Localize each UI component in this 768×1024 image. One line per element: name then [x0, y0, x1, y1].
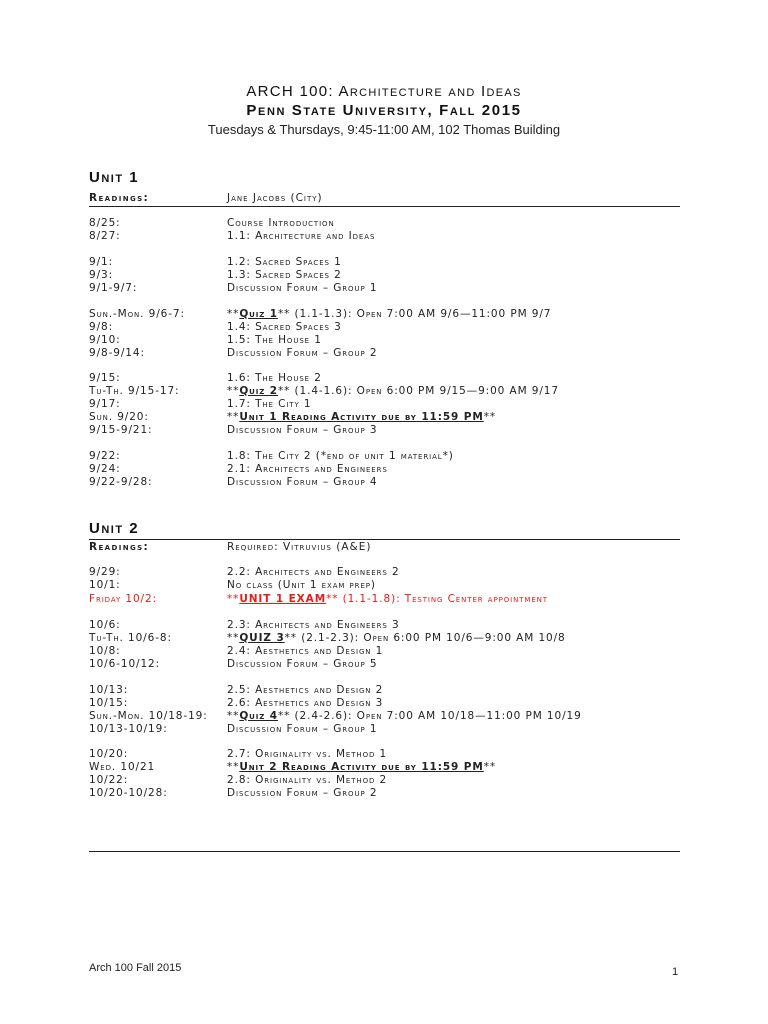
schedule-row — [89, 424, 689, 437]
emphasis-text: UNIT 1 EXAM — [239, 593, 327, 605]
schedule-date: 8/25: — [89, 217, 121, 229]
schedule-row — [89, 761, 689, 774]
schedule-row — [89, 658, 689, 671]
schedule-date: Friday 10/2: — [89, 593, 158, 605]
schedule-description — [227, 579, 376, 592]
schedule-description — [227, 217, 335, 230]
schedule-date: 9/15-9/21: — [89, 424, 153, 436]
schedule-row — [89, 398, 689, 411]
schedule-row — [89, 321, 689, 334]
institution-term: Penn State University, Fall 2015 — [246, 102, 522, 119]
description-text: ** — [227, 710, 240, 722]
schedule-description — [227, 372, 322, 385]
schedule-description — [227, 424, 377, 437]
schedule-row — [89, 579, 689, 592]
schedule-date: 10/1: — [89, 579, 121, 591]
page-number: 1 — [672, 966, 679, 978]
schedule-description — [227, 658, 377, 671]
description-text: 1.2: Sacred Spaces 1 — [227, 256, 342, 268]
description-text: ** (2.4-2.6): Open 7:00 AM 10/18—11:00 PM 10/19 — [277, 710, 582, 722]
description-text: Course Introduction — [227, 217, 335, 229]
schedule-row — [89, 632, 689, 645]
schedule-row — [89, 256, 689, 269]
description-text: ** (1.4-1.6): Open 6:00 PM 9/15—9:00 AM 9/17 — [277, 385, 559, 397]
schedule-description — [227, 230, 375, 243]
schedule-description — [227, 645, 383, 658]
schedule-description — [227, 321, 342, 334]
schedule-description — [227, 411, 496, 424]
description-text: Discussion Forum – Group 2 — [227, 787, 378, 799]
schedule-date: Tu-Th. 9/15-17: — [89, 385, 180, 397]
schedule-date: 10/8: — [89, 645, 121, 657]
description-text: Discussion Forum – Group 2 — [227, 347, 378, 359]
schedule-date: Tu-Th. 10/6-8: — [89, 632, 172, 644]
readings-label: Readings: — [89, 192, 150, 204]
schedule-description — [227, 256, 342, 269]
description-text: 1.5: The House 1 — [227, 334, 322, 346]
unit-1-readings — [89, 192, 689, 205]
schedule-row — [89, 450, 689, 463]
schedule-date: 9/10: — [89, 334, 121, 346]
unit-2-heading: Unit 2 — [89, 520, 140, 537]
description-text: ** — [483, 761, 497, 773]
unit-2-readings — [89, 541, 689, 554]
schedule-row — [89, 385, 689, 398]
schedule-description — [227, 787, 377, 800]
schedule-date: 9/8: — [89, 321, 114, 333]
description-text: Discussion Forum – Group 1 — [227, 282, 378, 294]
readings-value: Required: Vitruvius (A&E) — [227, 541, 372, 553]
emphasis-text: Unit 2 Reading Activity due by 11:59 PM — [239, 761, 484, 773]
schedule-row — [89, 697, 689, 710]
description-text: 2.3: Architects and Engineers 3 — [227, 619, 400, 631]
emphasis-text: QUIZ 3 — [239, 632, 285, 644]
schedule-row — [89, 463, 689, 476]
description-text: 2.2: Architects and Engineers 2 — [227, 566, 400, 578]
schedule-date: 9/22: — [89, 450, 121, 462]
description-text: No class (Unit 1 exam prep) — [227, 579, 376, 591]
schedule-date: Sun.-Mon. 10/18-19: — [89, 710, 208, 722]
schedule-description — [227, 632, 566, 645]
schedule-date: Sun. 9/20: — [89, 411, 149, 423]
description-text: Discussion Forum – Group 5 — [227, 658, 378, 670]
schedule-description — [227, 774, 387, 787]
schedule-row — [89, 593, 689, 606]
schedule-date: 9/15: — [89, 372, 121, 384]
schedule-row — [89, 619, 689, 632]
schedule-date: 9/24: — [89, 463, 121, 475]
description-text: ** — [227, 308, 240, 320]
schedule-date: 10/6-10/12: — [89, 658, 161, 670]
emphasis-text: Quiz 2 — [239, 385, 278, 397]
description-text: ** — [227, 593, 240, 605]
schedule-date: 10/20-10/28: — [89, 787, 168, 799]
schedule-description — [227, 761, 496, 774]
description-text: ** (2.1-2.3): Open 6:00 PM 10/6—9:00 AM 10/8 — [284, 632, 566, 644]
schedule-date: 9/3: — [89, 269, 114, 281]
description-text: 2.4: Aesthetics and Design 1 — [227, 645, 384, 657]
description-text: 2.8: Originality vs. Method 2 — [227, 774, 388, 786]
description-text: ** — [227, 385, 240, 397]
schedule-description — [227, 697, 383, 710]
schedule-row — [89, 787, 689, 800]
schedule-description — [227, 385, 559, 398]
emphasis-text: Quiz 1 — [239, 308, 278, 320]
schedule-row — [89, 282, 689, 295]
description-text: ** — [227, 761, 240, 773]
description-text: 1.3: Sacred Spaces 2 — [227, 269, 342, 281]
schedule-description — [227, 748, 387, 761]
course-title: ARCH 100: Architecture and Ideas — [246, 83, 522, 100]
schedule-row — [89, 308, 689, 321]
schedule-description — [227, 347, 377, 360]
schedule-date: 9/1-9/7: — [89, 282, 138, 294]
schedule-date: 9/29: — [89, 566, 121, 578]
schedule-description — [227, 334, 322, 347]
schedule-description — [227, 723, 377, 736]
schedule-row — [89, 217, 689, 230]
schedule-row — [89, 411, 689, 424]
schedule-description — [227, 308, 551, 321]
schedule-row — [89, 269, 689, 282]
description-text: 2.7: Originality vs. Method 1 — [227, 748, 388, 760]
description-text: ** (1.1-1.3): Open 7:00 AM 9/6—11:00 PM 9/7 — [277, 308, 552, 320]
description-text: 2.5: Aesthetics and Design 2 — [227, 684, 384, 696]
schedule-description — [227, 398, 311, 411]
schedule-date: 10/13-10/19: — [89, 723, 168, 735]
schedule-description — [227, 450, 454, 463]
readings-label: Readings: — [89, 541, 150, 553]
schedule-date: 10/15: — [89, 697, 129, 709]
description-text: ** (1.1-1.8): Testing Center appointment — [326, 593, 548, 605]
meeting-schedule: Tuesdays & Thursdays, 9:45-11:00 AM, 102 Thomas Building — [207, 122, 561, 137]
schedule-date: 9/17: — [89, 398, 121, 410]
schedule-date: 10/22: — [89, 774, 129, 786]
description-text: Discussion Forum – Group 3 — [227, 424, 378, 436]
schedule-description — [227, 593, 548, 606]
schedule-row — [89, 230, 689, 243]
schedule-row — [89, 476, 689, 489]
schedule-date: 10/6: — [89, 619, 121, 631]
description-text: Discussion Forum – Group 1 — [227, 723, 378, 735]
schedule-date: 10/13: — [89, 684, 129, 696]
schedule-description — [227, 269, 342, 282]
schedule-date: Sun.-Mon. 9/6-7: — [89, 308, 185, 320]
schedule-description — [227, 619, 400, 632]
description-text: 1.7: The City 1 — [227, 398, 312, 410]
description-text: 1.8: The City 2 (*end of unit 1 material*) — [227, 450, 454, 462]
description-text: Discussion Forum – Group 4 — [227, 476, 378, 488]
readings-value: Jane Jacobs (City) — [227, 192, 323, 204]
schedule-description — [227, 476, 377, 489]
description-text: ** — [227, 411, 240, 423]
description-text: ** — [227, 632, 240, 644]
schedule-row — [89, 710, 689, 723]
description-text: 1.6: The House 2 — [227, 372, 322, 384]
schedule-date: 8/27: — [89, 230, 121, 242]
schedule-date: 9/22-9/28: — [89, 476, 153, 488]
unit-1-rule — [89, 206, 680, 207]
description-text: 1.1: Architecture and Ideas — [227, 230, 376, 242]
emphasis-text: Quiz 4 — [239, 710, 278, 722]
schedule-row — [89, 748, 689, 761]
description-text: ** — [483, 411, 497, 423]
schedule-row — [89, 723, 689, 736]
schedule-date: 10/20: — [89, 748, 129, 760]
schedule-description — [227, 463, 388, 476]
schedule-row — [89, 684, 689, 697]
unit-2-rule — [89, 539, 680, 540]
schedule-description — [227, 684, 383, 697]
unit-1-heading: Unit 1 — [89, 169, 140, 186]
description-text: 1.4: Sacred Spaces 3 — [227, 321, 342, 333]
schedule-description — [227, 710, 582, 723]
schedule-row — [89, 645, 689, 658]
schedule-row — [89, 372, 689, 385]
description-text: 2.6: Aesthetics and Design 3 — [227, 697, 384, 709]
schedule-row — [89, 334, 689, 347]
schedule-row — [89, 774, 689, 787]
schedule-date: 9/8-9/14: — [89, 347, 145, 359]
schedule-row — [89, 347, 689, 360]
footer-course: Arch 100 Fall 2015 — [89, 962, 182, 974]
end-rule — [89, 851, 680, 852]
schedule-description — [227, 566, 400, 579]
emphasis-text: Unit 1 Reading Activity due by 11:59 PM — [239, 411, 484, 423]
schedule-date: 9/1: — [89, 256, 114, 268]
description-text: 2.1: Architects and Engineers — [227, 463, 388, 475]
schedule-date: Wed. 10/21 — [89, 761, 156, 773]
schedule-description — [227, 282, 377, 295]
schedule-row — [89, 566, 689, 579]
